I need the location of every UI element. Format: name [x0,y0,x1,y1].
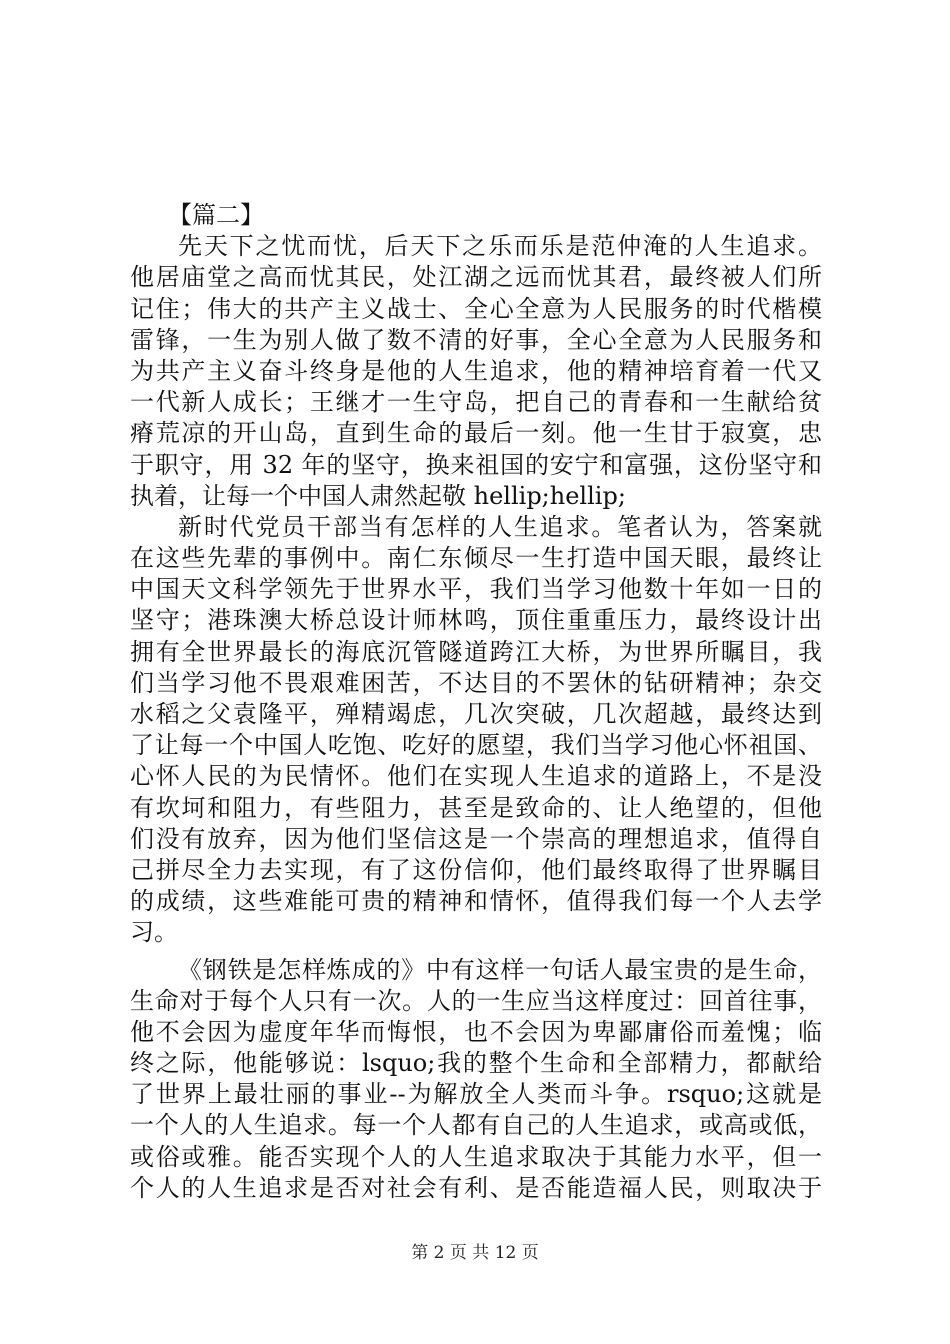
paragraph-line: 的成绩，这些难能可贵的精神和情怀，值得我们每一个人去学 [130,887,822,916]
paragraph-line: 《钢铁是怎样炼成的》中有这样一句话人最宝贵的是生命， [178,955,822,984]
paragraph-line: 了世界上最壮丽的事业--为解放全人类而斗争。rsquo;这就是 [130,1080,822,1109]
paragraph-1 [130,231,822,512]
paragraph-line: 他不会因为虚度年华而悔恨，也不会因为卑鄙庸俗而羞愧；临 [130,1017,822,1046]
paragraph-line: 或俗或雅。能否实现个人的人生追求取决于其能力水平，但一 [130,1142,822,1171]
paragraph-line: 瘠荒凉的开山岛，直到生命的最后一刻。他一生甘于寂寞，忠 [130,419,822,448]
paragraph-line: 水稻之父袁隆平，殚精竭虑，几次突破，几次超越，最终达到 [130,700,822,728]
paragraph-line: 心怀人民的为民情怀。他们在实现人生追求的道路上，不是没 [130,762,822,791]
paragraph-line: 先天下之忧而忧，后天下之乐而乐是范仲淹的人生追求。 [178,232,822,261]
paragraph-3 [130,955,822,1205]
paragraph-line: 在这些先辈的事例中。南仁东倾尽一生打造中国天眼，最终让 [130,544,822,573]
paragraph-line: 记住；伟大的共产主义战士、全心全意为人民服务的时代楷模 [130,294,822,323]
paragraph-line: 为共产主义奋斗终身是他的人生追求，他的精神培育着一代又 [130,356,822,385]
paragraph-2 [130,512,822,949]
paragraph-line: 拥有全世界最长的海底沉管隧道跨江大桥，为世界所瞩目，我 [130,637,822,666]
paragraph-line: 有坎坷和阻力，有些阻力，甚至是致命的、让人绝望的，但他 [130,793,822,822]
paragraph-line: 新时代党员干部当有怎样的人生追求。笔者认为，答案就 [178,512,822,541]
paragraph-line: 中国天文科学领先于世界水平，我们当学习他数十年如一日的 [130,575,822,604]
section-heading: 【篇二】 [168,201,264,229]
paragraph-line: 执着，让每一个中国人肃然起敬 hellip;hellip; [130,481,626,510]
document-body [130,200,822,1204]
paragraph-line: 习。 [130,918,178,947]
paragraph-line: 于职守，用 32 年的坚守，换来祖国的安宁和富强，这份坚守和 [130,450,822,479]
paragraph-line: 了让每一个中国人吃饱、吃好的愿望，我们当学习他心怀祖国、 [130,731,822,760]
paragraph-line: 个人的人生追求是否对社会有利、是否能造福人民，则取决于 [130,1173,822,1202]
paragraph-line: 坚守；港珠澳大桥总设计师林鸣，顶住重重压力，最终设计出 [130,606,822,635]
paragraph-line: 己拼尽全力去实现，有了这份信仰，他们最终取得了世界瞩目 [130,855,822,884]
paragraph-line: 生命对于每个人只有一次。人的一生应当这样度过：回首往事， [130,986,822,1015]
paragraph-line: 终之际，他能够说：lsquo;我的整个生命和全部精力，都献给 [130,1049,822,1078]
paragraph-line: 一个人的人生追求。每一个人都有自己的人生追求，或高或低， [130,1111,822,1140]
paragraph-line: 们当学习他不畏艰难困苦，不达目的不罢休的钻研精神；杂交 [130,668,822,697]
paragraph-line: 们没有放弃，因为他们坚信这是一个崇高的理想追求，值得自 [130,824,822,853]
paragraph-line: 一代新人成长；王继才一生守岛，把自己的青春和一生献给贫 [130,388,822,417]
paragraph-line: 他居庙堂之高而忧其民，处江湖之远而忧其君，最终被人们所 [130,263,822,292]
page-number-footer: 第 2 页 共 12 页 [411,1243,539,1263]
paragraph-line: 雷锋，一生为别人做了数不清的好事，全心全意为人民服务和 [130,325,822,354]
